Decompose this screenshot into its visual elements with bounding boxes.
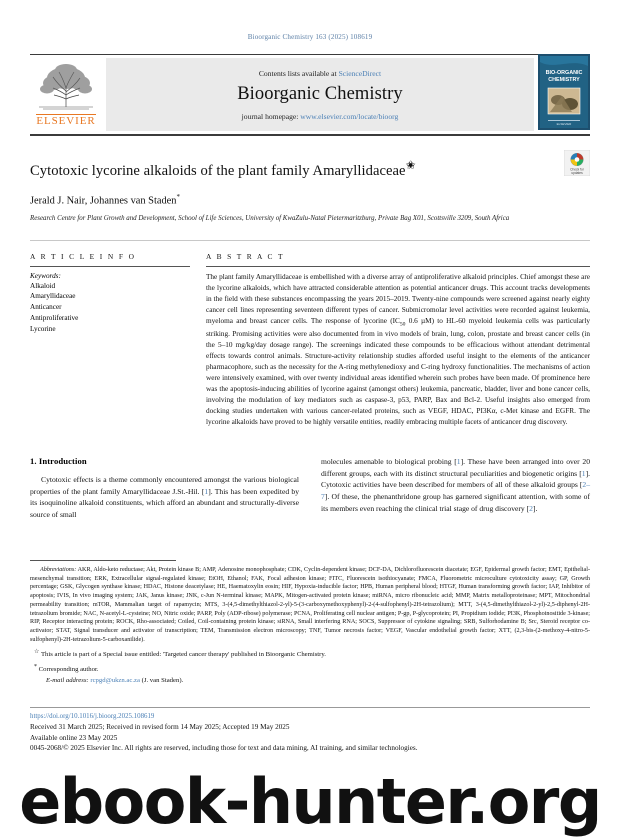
watermark: ebook-hunter.org bbox=[19, 765, 601, 838]
journal-masthead bbox=[30, 54, 590, 136]
keyword-item: Alkaloid bbox=[30, 281, 56, 290]
corresponding-author-note bbox=[30, 663, 590, 675]
author-names: Jerald J. Nair, Johannes van Staden bbox=[30, 195, 177, 207]
citation-ref[interactable]: 1 bbox=[581, 468, 586, 478]
citation-ref[interactable]: 1 bbox=[204, 486, 209, 496]
journal-homepage-line bbox=[242, 112, 399, 121]
email-suffix: (J. van Staden). bbox=[141, 676, 184, 684]
title-footnote-marker[interactable]: ✬ bbox=[405, 158, 416, 172]
journal-cover-thumbnail bbox=[538, 54, 590, 135]
body-column-left bbox=[30, 456, 299, 521]
intro-right-part-4: ]. Of these, the phenanthridone group has garnered significant attention, with some of its members even reaching the clinical trial stage of drug discovery [ bbox=[321, 492, 590, 514]
body-columns bbox=[30, 456, 590, 521]
keyword-item: Anticancer bbox=[30, 303, 62, 312]
article-info-rule bbox=[30, 266, 190, 267]
footnote-divider bbox=[30, 560, 176, 561]
corresponding-author-marker[interactable]: * bbox=[176, 193, 180, 202]
svg-text:ELSEVIER: ELSEVIER bbox=[556, 122, 572, 126]
abstract-heading: A B S T R A C T bbox=[206, 251, 285, 261]
email-label: E-mail address: bbox=[46, 676, 89, 684]
elsevier-wordmark: ELSEVIER bbox=[36, 115, 96, 128]
svg-text:BIO-ORGANIC: BIO-ORGANIC bbox=[545, 70, 583, 76]
citation-ref[interactable]: 2 bbox=[529, 504, 533, 514]
title-block bbox=[30, 158, 590, 224]
corresponding-author-text: Corresponding author. bbox=[38, 666, 99, 674]
affiliation: Research Centre for Plant Growth and Development, School of Life Sciences, University of KwaZulu-Natal Pietermaritzburg, Private Bag X01, Scottsville 3209, South Africa bbox=[30, 214, 510, 222]
intro-left-part-1: Cytotoxic effects is a theme commonly encountered amongst the various biological properties of the plant family Amaryllidaceae J.St.-Hil. [ bbox=[30, 474, 299, 496]
page-title bbox=[30, 158, 530, 180]
corresponding-marker: * bbox=[34, 663, 37, 670]
email-note bbox=[30, 676, 590, 686]
citation-ref[interactable]: 1 bbox=[456, 456, 461, 466]
intro-right-part-2: ]. These have been arranged into over 20 different groups, each with its distinct structural peculiarities and biogenetic origins [ bbox=[321, 456, 590, 478]
special-issue-text: This article is part of a Special issue entitled: 'Targeted cancer therapy' published in Bioorganic Chemistry. bbox=[40, 650, 326, 658]
abbreviations-note bbox=[30, 566, 590, 645]
info-abstract-row bbox=[30, 252, 590, 428]
ic50-subscript: 50 bbox=[399, 321, 406, 328]
keywords-label: Keywords: bbox=[30, 271, 61, 280]
author-list bbox=[30, 193, 590, 206]
body-column-right bbox=[321, 456, 590, 521]
running-head: Bioorganic Chemistry 163 (2025) 108619 bbox=[247, 33, 373, 41]
check-for-updates-icon[interactable] bbox=[564, 150, 590, 176]
keyword-item: Lycorine bbox=[30, 324, 56, 333]
journal-title: Bioorganic Chemistry bbox=[237, 83, 403, 104]
journal-cover-image bbox=[538, 54, 590, 130]
elsevier-tree-icon bbox=[35, 61, 97, 113]
svg-text:CHEMISTRY: CHEMISTRY bbox=[548, 77, 580, 83]
introduction-paragraph-right bbox=[321, 456, 590, 515]
publication-meta bbox=[30, 707, 590, 754]
email-link[interactable]: rcpgd@ukzn.ac.za bbox=[90, 676, 140, 684]
special-issue-marker: ☆ bbox=[34, 648, 40, 655]
copyright-line: 0045-2068/© 2025 Elsevier Inc. All rights are reserved, including those for text and data mining, AI training, and similar technologies. bbox=[30, 744, 418, 753]
footnote-block bbox=[30, 566, 590, 686]
journal-homepage-link[interactable]: www.elsevier.com/locate/bioorg bbox=[300, 111, 399, 121]
masthead-center bbox=[106, 58, 534, 131]
abstract-rule bbox=[206, 266, 590, 267]
intro-right-part-5: ]. bbox=[532, 504, 538, 514]
article-title-text: Cytotoxic lycorine alkaloids of the plant family Amaryllidaceae bbox=[30, 162, 406, 179]
contents-available-line bbox=[259, 69, 381, 78]
available-online-date: Available online 23 May 2025 bbox=[30, 733, 118, 742]
received-dates: Received 31 March 2025; Received in revised form 14 May 2025; Accepted 19 May 2025 bbox=[30, 723, 290, 732]
section-divider bbox=[30, 240, 590, 241]
article-info-heading: A R T I C L E I N F O bbox=[30, 251, 136, 261]
intro-right-part-1: molecules amenable to biological probing [ bbox=[321, 456, 457, 466]
contents-prefix: Contents lists available at bbox=[258, 68, 339, 78]
abbreviations-text: AKR, Aldo-keto reductase; Akt, Protein kinase B; AMP, Adenosine monophosphate; CDK, Cyclin-dependent kinase; DCF-DA, Dichlorofluorescein diacetate; EGF, Epidermal growth factor; EMT, Epithelial-mesenchymal transition; ERK, Extracellular signal-regulated kinase; EtOH, Ethanol; FAK, Focal adhesion kinase; FITC, Fluorescein isothiocyanate; FMCA, Fluorometric microculture cytotoxicity assay; GP, Growth percentage; GSK, Glycogen synthase kinase; HDAC, Histone deacetylase; HE, Haematoxylin eosin; HIF, Hypoxia-inducible factor; HPB, Human peripheral blood; HTGF, Human transforming growth factor; IAP, Inhibitor of apoptosis; IVIS, In vivo imaging system; JAK, Janus kinase; JNK, c-Jun N-terminal kinase; MAPK, Mitogen-activated protein kinase; miRNA, micro ribonucleic acid; MMP, Matrix metalloproteinase; MPT, Mitochondrial permeability transition; mTOR, Mammalian target of rapamycin; MTS, 3-(4,5-dimethylthiazol-2-yl)-5-(3-carboxymethoxyphenyl)-2-(4-sulfophenyl)-2H-tetrazolium); MTT, 3-(4,5-dimethylthiazol-2-yl)-2,5-diphenyl-2H-tetrazolium bromide; NAC, N-acetyl-L-cysteine; NO, Nitric oxide; PARP, Poly (ADP-ribose) polymerase; PCNA, Proliferating cell nuclear antigen; P-gp, P-glycoprotein; PI, Propidium iodide; PI3K, Phosphoinositide 3-kinase; RIP, Receptor interacting protein; ROCK, Rho-associated; Coiled, Coil-containing protein kinase; siRNA, Small interfering RNA; SOCS, Suppressor of cytokine signaling; SRB, Sulforhodamine B; Src, Steroid receptor co-activator; STAT, Signal transducer and activator of transcription; TEM, Transmission electron microscopy; TNF, Tumor necrosis factor; VEGF, Vascular endothelial growth factor; XTT, (2,3-bis-(2-methoxy-4-nitro-5-sulfophenyl)-2H-tetrazolium-5-carboxanilide). bbox=[30, 567, 590, 643]
article-info-column bbox=[30, 252, 190, 428]
sciencedirect-link[interactable]: ScienceDirect bbox=[338, 68, 382, 78]
elsevier-logo bbox=[30, 58, 102, 131]
svg-text:updates: updates bbox=[571, 171, 583, 175]
abstract-part-2: 0.6 µM) to HL-60 myeloid leukemia cells was particularly striking. Promising activities were also documented from in vivo models of brain, lung, colon, prostate and breast cancer cells (in the 5–10 mg/kg/day dosage range). The screenings indicated these compounds to be efficacious without attendant detrimental effects towards control animals. Structure-activity relationship studies afforded useful insight to the elements of the anticancer pharmacophore, such as the necessity for the A-ring methylenedioxy and C-ring hydroxy functionalities. The mechanisms of action were intensively examined, with over twenty individual areas identified wherein such probes have been made. Of prominence here was the apoptosis-inducing abilities of lycorine against (amongst others) leukemia, pancreatic, bladder, liver and bone cancer cells, involving the modulation of key mediators such as caspase-3, p53, PARP, Bax and Bcl-2. Useful insights also emerged from docking studies undertaken with various cancer-related proteins, such as VEGF, HDAC, PI3Kα, c-Met kinase and EGFR. The lycorine alkaloids have proved to be highly versatile entities, readily embracing multiple facets of anticancer drug discovery. bbox=[206, 316, 590, 426]
abstract-column bbox=[206, 252, 590, 428]
abbreviations-label: Abbreviations: bbox=[40, 567, 77, 573]
homepage-prefix: journal homepage: bbox=[241, 111, 301, 121]
intro-left-part-2: ]. This has been expedited by its isoquinoline alkaloid constituents, which afford an abundant and structurally-diverse source of small bbox=[30, 486, 299, 520]
introduction-paragraph-left bbox=[30, 474, 299, 521]
svg-text:Check for: Check for bbox=[570, 167, 584, 172]
special-issue-note bbox=[30, 648, 590, 660]
abstract-text bbox=[206, 272, 590, 428]
keyword-item: Amaryllidaceae bbox=[30, 292, 76, 301]
abstract-part-1: The plant family Amaryllidaceae is embellished with a diverse array of antiproliferative alkaloid principles. Chief amongst these are the lycorine alkaloids, which have attracted considerable attention as potential anticancer drugs. This account tracks developments in the field with these substances encompassing the years 2015–2019. Twenty-nine compounds were screened against nearly eighty cancer cell lines representing seventeen different types of cancer. Submicromolar level activities were recorded against leukemia, myeloma and breast cancer cells. The response of lycorine (IC bbox=[206, 272, 590, 325]
doi-link[interactable]: https://doi.org/10.1016/j.bioorg.2025.108619 bbox=[30, 713, 155, 720]
keyword-item: Antiproliferative bbox=[30, 313, 79, 322]
citation-ref[interactable]: 2–7 bbox=[321, 480, 590, 502]
introduction-heading: 1. Introduction bbox=[30, 455, 87, 466]
intro-right-part-3: ]. Cytotoxic activities have been described for members of all of these alkaloid groups [ bbox=[321, 468, 590, 490]
